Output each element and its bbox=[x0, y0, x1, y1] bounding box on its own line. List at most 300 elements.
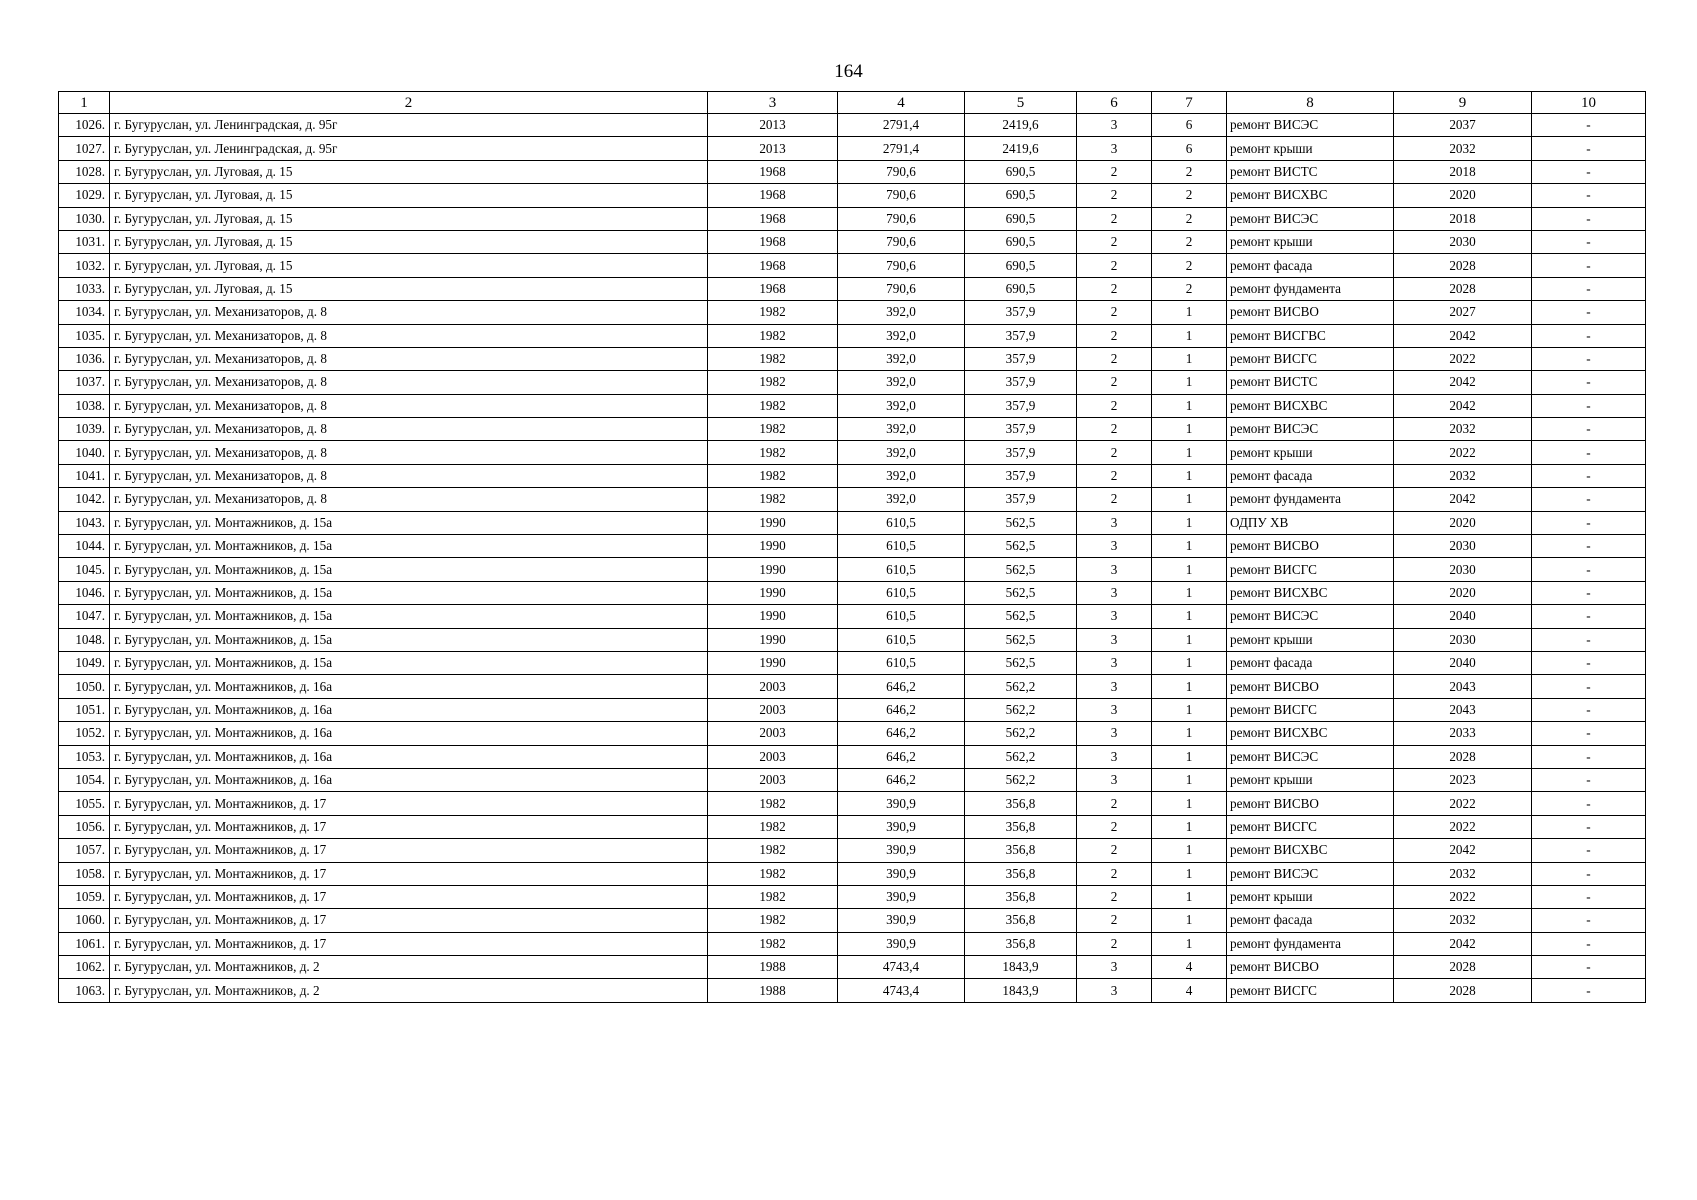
cell-work-type: ремонт фасада bbox=[1227, 464, 1394, 487]
cell-floors: 3 bbox=[1077, 558, 1152, 581]
cell-work-type: ремонт ВИСЭС bbox=[1227, 605, 1394, 628]
cell-row-number: 1036. bbox=[59, 347, 110, 370]
cell-living-area: 562,5 bbox=[965, 651, 1077, 674]
cell-row-number: 1047. bbox=[59, 605, 110, 628]
cell-year-built: 2013 bbox=[708, 137, 838, 160]
cell-entrances: 1 bbox=[1152, 418, 1227, 441]
cell-living-area: 690,5 bbox=[965, 160, 1077, 183]
cell-floors: 2 bbox=[1077, 347, 1152, 370]
cell-row-number: 1035. bbox=[59, 324, 110, 347]
table-row bbox=[59, 464, 1646, 487]
cell-address: г. Бугуруслан, ул. Монтажников, д. 15а bbox=[110, 581, 708, 604]
cell-entrances: 2 bbox=[1152, 230, 1227, 253]
cell-total-area: 646,2 bbox=[838, 675, 965, 698]
cell-floors: 2 bbox=[1077, 815, 1152, 838]
cell-row-number: 1030. bbox=[59, 207, 110, 230]
cell-floors: 3 bbox=[1077, 722, 1152, 745]
cell-work-type: ремонт ВИСВО bbox=[1227, 675, 1394, 698]
cell-total-area: 790,6 bbox=[838, 254, 965, 277]
cell-total-area: 390,9 bbox=[838, 815, 965, 838]
cell-entrances: 6 bbox=[1152, 114, 1227, 137]
cell-note: - bbox=[1532, 207, 1646, 230]
cell-year-built: 1982 bbox=[708, 932, 838, 955]
cell-living-area: 562,5 bbox=[965, 511, 1077, 534]
cell-row-number: 1043. bbox=[59, 511, 110, 534]
cell-year-built: 1988 bbox=[708, 956, 838, 979]
cell-year-built: 2003 bbox=[708, 745, 838, 768]
cell-floors: 2 bbox=[1077, 909, 1152, 932]
cell-row-number: 1032. bbox=[59, 254, 110, 277]
cell-note: - bbox=[1532, 792, 1646, 815]
cell-living-area: 356,8 bbox=[965, 909, 1077, 932]
cell-living-area: 357,9 bbox=[965, 488, 1077, 511]
cell-year-built: 1968 bbox=[708, 160, 838, 183]
cell-work-type: ремонт фундамента bbox=[1227, 932, 1394, 955]
cell-total-area: 390,9 bbox=[838, 909, 965, 932]
cell-entrances: 1 bbox=[1152, 488, 1227, 511]
cell-year-built: 1990 bbox=[708, 605, 838, 628]
column-header-entrances: 7 bbox=[1152, 92, 1227, 114]
cell-total-area: 390,9 bbox=[838, 885, 965, 908]
cell-address: г. Бугуруслан, ул. Механизаторов, д. 8 bbox=[110, 441, 708, 464]
cell-entrances: 1 bbox=[1152, 885, 1227, 908]
cell-planned-year: 2020 bbox=[1394, 511, 1532, 534]
cell-row-number: 1046. bbox=[59, 581, 110, 604]
cell-planned-year: 2037 bbox=[1394, 114, 1532, 137]
cell-planned-year: 2023 bbox=[1394, 768, 1532, 791]
cell-note: - bbox=[1532, 605, 1646, 628]
cell-row-number: 1062. bbox=[59, 956, 110, 979]
column-header-year-built: 3 bbox=[708, 92, 838, 114]
cell-year-built: 1982 bbox=[708, 862, 838, 885]
cell-year-built: 1982 bbox=[708, 488, 838, 511]
cell-total-area: 2791,4 bbox=[838, 137, 965, 160]
cell-row-number: 1038. bbox=[59, 394, 110, 417]
cell-address: г. Бугуруслан, ул. Ленинградская, д. 95г bbox=[110, 137, 708, 160]
cell-floors: 3 bbox=[1077, 535, 1152, 558]
cell-note: - bbox=[1532, 839, 1646, 862]
cell-total-area: 4743,4 bbox=[838, 956, 965, 979]
cell-living-area: 562,2 bbox=[965, 722, 1077, 745]
cell-living-area: 357,9 bbox=[965, 441, 1077, 464]
cell-year-built: 1982 bbox=[708, 792, 838, 815]
cell-planned-year: 2042 bbox=[1394, 371, 1532, 394]
cell-planned-year: 2022 bbox=[1394, 885, 1532, 908]
table-row bbox=[59, 418, 1646, 441]
column-header-floors: 6 bbox=[1077, 92, 1152, 114]
cell-address: г. Бугуруслан, ул. Луговая, д. 15 bbox=[110, 254, 708, 277]
table-row bbox=[59, 535, 1646, 558]
cell-entrances: 1 bbox=[1152, 768, 1227, 791]
cell-work-type: ремонт фасада bbox=[1227, 651, 1394, 674]
cell-row-number: 1055. bbox=[59, 792, 110, 815]
cell-total-area: 390,9 bbox=[838, 862, 965, 885]
cell-work-type: ремонт ВИСЭС bbox=[1227, 114, 1394, 137]
cell-address: г. Бугуруслан, ул. Монтажников, д. 15а bbox=[110, 628, 708, 651]
cell-planned-year: 2043 bbox=[1394, 675, 1532, 698]
cell-year-built: 1982 bbox=[708, 839, 838, 862]
cell-work-type: ремонт крыши bbox=[1227, 441, 1394, 464]
column-header-note: 10 bbox=[1532, 92, 1646, 114]
table-row bbox=[59, 347, 1646, 370]
cell-year-built: 1982 bbox=[708, 909, 838, 932]
cell-row-number: 1028. bbox=[59, 160, 110, 183]
cell-floors: 3 bbox=[1077, 698, 1152, 721]
cell-work-type: ремонт крыши bbox=[1227, 768, 1394, 791]
cell-living-area: 562,2 bbox=[965, 768, 1077, 791]
column-header-total-area: 4 bbox=[838, 92, 965, 114]
cell-row-number: 1054. bbox=[59, 768, 110, 791]
cell-floors: 3 bbox=[1077, 768, 1152, 791]
cell-work-type: ремонт ВИСГВС bbox=[1227, 324, 1394, 347]
cell-year-built: 2003 bbox=[708, 675, 838, 698]
cell-year-built: 1988 bbox=[708, 979, 838, 1002]
table-row bbox=[59, 160, 1646, 183]
cell-total-area: 790,6 bbox=[838, 207, 965, 230]
cell-year-built: 1982 bbox=[708, 815, 838, 838]
cell-living-area: 690,5 bbox=[965, 207, 1077, 230]
cell-planned-year: 2022 bbox=[1394, 815, 1532, 838]
cell-living-area: 356,8 bbox=[965, 792, 1077, 815]
cell-work-type: ремонт ВИСВО bbox=[1227, 535, 1394, 558]
table-row bbox=[59, 511, 1646, 534]
table-row bbox=[59, 675, 1646, 698]
cell-planned-year: 2030 bbox=[1394, 628, 1532, 651]
cell-living-area: 562,2 bbox=[965, 698, 1077, 721]
cell-living-area: 690,5 bbox=[965, 254, 1077, 277]
cell-floors: 3 bbox=[1077, 651, 1152, 674]
cell-note: - bbox=[1532, 254, 1646, 277]
repair-schedule-table bbox=[58, 91, 1646, 1003]
cell-work-type: ремонт фундамента bbox=[1227, 488, 1394, 511]
cell-living-area: 690,5 bbox=[965, 277, 1077, 300]
cell-entrances: 1 bbox=[1152, 371, 1227, 394]
cell-year-built: 1990 bbox=[708, 535, 838, 558]
table-row bbox=[59, 581, 1646, 604]
cell-floors: 3 bbox=[1077, 605, 1152, 628]
cell-living-area: 357,9 bbox=[965, 464, 1077, 487]
cell-living-area: 2419,6 bbox=[965, 137, 1077, 160]
table-row bbox=[59, 277, 1646, 300]
cell-note: - bbox=[1532, 909, 1646, 932]
cell-total-area: 392,0 bbox=[838, 347, 965, 370]
cell-entrances: 1 bbox=[1152, 675, 1227, 698]
cell-planned-year: 2042 bbox=[1394, 394, 1532, 417]
cell-living-area: 1843,9 bbox=[965, 956, 1077, 979]
cell-work-type: ремонт ВИСВО bbox=[1227, 792, 1394, 815]
cell-living-area: 562,2 bbox=[965, 745, 1077, 768]
table-body bbox=[59, 92, 1646, 1003]
cell-living-area: 562,5 bbox=[965, 628, 1077, 651]
cell-total-area: 392,0 bbox=[838, 464, 965, 487]
column-header-living-area: 5 bbox=[965, 92, 1077, 114]
cell-living-area: 562,5 bbox=[965, 605, 1077, 628]
cell-address: г. Бугуруслан, ул. Механизаторов, д. 8 bbox=[110, 301, 708, 324]
table-row bbox=[59, 885, 1646, 908]
cell-living-area: 562,5 bbox=[965, 535, 1077, 558]
column-header-address: 2 bbox=[110, 92, 708, 114]
cell-floors: 2 bbox=[1077, 301, 1152, 324]
cell-year-built: 1982 bbox=[708, 418, 838, 441]
cell-note: - bbox=[1532, 160, 1646, 183]
cell-work-type: ОДПУ ХВ bbox=[1227, 511, 1394, 534]
cell-total-area: 646,2 bbox=[838, 745, 965, 768]
cell-living-area: 562,5 bbox=[965, 558, 1077, 581]
cell-work-type: ремонт ВИСХВС bbox=[1227, 581, 1394, 604]
cell-total-area: 610,5 bbox=[838, 651, 965, 674]
cell-year-built: 1982 bbox=[708, 347, 838, 370]
cell-address: г. Бугуруслан, ул. Монтажников, д. 17 bbox=[110, 862, 708, 885]
cell-note: - bbox=[1532, 862, 1646, 885]
cell-total-area: 392,0 bbox=[838, 371, 965, 394]
cell-row-number: 1041. bbox=[59, 464, 110, 487]
cell-living-area: 356,8 bbox=[965, 839, 1077, 862]
cell-living-area: 690,5 bbox=[965, 184, 1077, 207]
cell-work-type: ремонт крыши bbox=[1227, 885, 1394, 908]
cell-address: г. Бугуруслан, ул. Монтажников, д. 17 bbox=[110, 792, 708, 815]
cell-total-area: 610,5 bbox=[838, 628, 965, 651]
cell-entrances: 2 bbox=[1152, 254, 1227, 277]
cell-row-number: 1059. bbox=[59, 885, 110, 908]
cell-address: г. Бугуруслан, ул. Механизаторов, д. 8 bbox=[110, 347, 708, 370]
cell-year-built: 1968 bbox=[708, 254, 838, 277]
cell-note: - bbox=[1532, 628, 1646, 651]
cell-floors: 2 bbox=[1077, 885, 1152, 908]
cell-year-built: 1990 bbox=[708, 581, 838, 604]
cell-address: г. Бугуруслан, ул. Луговая, д. 15 bbox=[110, 230, 708, 253]
cell-floors: 3 bbox=[1077, 956, 1152, 979]
cell-work-type: ремонт ВИСВО bbox=[1227, 956, 1394, 979]
cell-planned-year: 2030 bbox=[1394, 230, 1532, 253]
cell-planned-year: 2027 bbox=[1394, 301, 1532, 324]
cell-address: г. Бугуруслан, ул. Монтажников, д. 15а bbox=[110, 651, 708, 674]
cell-floors: 2 bbox=[1077, 394, 1152, 417]
cell-address: г. Бугуруслан, ул. Механизаторов, д. 8 bbox=[110, 418, 708, 441]
cell-note: - bbox=[1532, 722, 1646, 745]
cell-living-area: 562,5 bbox=[965, 581, 1077, 604]
cell-total-area: 646,2 bbox=[838, 768, 965, 791]
cell-work-type: ремонт ВИСХВС bbox=[1227, 722, 1394, 745]
cell-entrances: 2 bbox=[1152, 160, 1227, 183]
cell-entrances: 1 bbox=[1152, 581, 1227, 604]
cell-total-area: 646,2 bbox=[838, 698, 965, 721]
cell-note: - bbox=[1532, 347, 1646, 370]
table-row bbox=[59, 698, 1646, 721]
cell-address: г. Бугуруслан, ул. Луговая, д. 15 bbox=[110, 160, 708, 183]
cell-work-type: ремонт ВИСЭС bbox=[1227, 745, 1394, 768]
cell-row-number: 1063. bbox=[59, 979, 110, 1002]
cell-address: г. Бугуруслан, ул. Монтажников, д. 15а bbox=[110, 511, 708, 534]
cell-year-built: 1990 bbox=[708, 511, 838, 534]
table-row bbox=[59, 254, 1646, 277]
cell-entrances: 2 bbox=[1152, 277, 1227, 300]
cell-floors: 3 bbox=[1077, 511, 1152, 534]
cell-total-area: 610,5 bbox=[838, 511, 965, 534]
table-row bbox=[59, 909, 1646, 932]
cell-note: - bbox=[1532, 675, 1646, 698]
cell-work-type: ремонт ВИСХВС bbox=[1227, 184, 1394, 207]
cell-address: г. Бугуруслан, ул. Механизаторов, д. 8 bbox=[110, 371, 708, 394]
cell-living-area: 356,8 bbox=[965, 862, 1077, 885]
cell-entrances: 2 bbox=[1152, 184, 1227, 207]
cell-entrances: 1 bbox=[1152, 815, 1227, 838]
cell-planned-year: 2018 bbox=[1394, 160, 1532, 183]
cell-living-area: 356,8 bbox=[965, 885, 1077, 908]
table-row bbox=[59, 722, 1646, 745]
cell-address: г. Бугуруслан, ул. Монтажников, д. 15а bbox=[110, 558, 708, 581]
cell-note: - bbox=[1532, 184, 1646, 207]
cell-floors: 2 bbox=[1077, 207, 1152, 230]
cell-row-number: 1033. bbox=[59, 277, 110, 300]
cell-living-area: 357,9 bbox=[965, 301, 1077, 324]
table-row bbox=[59, 230, 1646, 253]
cell-floors: 2 bbox=[1077, 324, 1152, 347]
cell-note: - bbox=[1532, 698, 1646, 721]
cell-address: г. Бугуруслан, ул. Луговая, д. 15 bbox=[110, 207, 708, 230]
cell-work-type: ремонт ВИСЭС bbox=[1227, 862, 1394, 885]
cell-year-built: 2003 bbox=[708, 768, 838, 791]
cell-floors: 3 bbox=[1077, 628, 1152, 651]
cell-floors: 2 bbox=[1077, 464, 1152, 487]
cell-total-area: 790,6 bbox=[838, 230, 965, 253]
cell-entrances: 1 bbox=[1152, 324, 1227, 347]
cell-year-built: 2003 bbox=[708, 722, 838, 745]
cell-floors: 2 bbox=[1077, 254, 1152, 277]
cell-work-type: ремонт ВИСХВС bbox=[1227, 839, 1394, 862]
cell-planned-year: 2040 bbox=[1394, 651, 1532, 674]
cell-address: г. Бугуруслан, ул. Монтажников, д. 2 bbox=[110, 956, 708, 979]
cell-living-area: 356,8 bbox=[965, 815, 1077, 838]
cell-planned-year: 2028 bbox=[1394, 956, 1532, 979]
cell-note: - bbox=[1532, 885, 1646, 908]
column-header-planned-year: 9 bbox=[1394, 92, 1532, 114]
cell-note: - bbox=[1532, 230, 1646, 253]
cell-row-number: 1048. bbox=[59, 628, 110, 651]
cell-address: г. Бугуруслан, ул. Монтажников, д. 16а bbox=[110, 675, 708, 698]
cell-work-type: ремонт фундамента bbox=[1227, 277, 1394, 300]
cell-living-area: 2419,6 bbox=[965, 114, 1077, 137]
cell-entrances: 2 bbox=[1152, 207, 1227, 230]
cell-entrances: 1 bbox=[1152, 535, 1227, 558]
cell-floors: 3 bbox=[1077, 114, 1152, 137]
cell-row-number: 1027. bbox=[59, 137, 110, 160]
cell-entrances: 1 bbox=[1152, 441, 1227, 464]
table-row bbox=[59, 815, 1646, 838]
table-row bbox=[59, 792, 1646, 815]
cell-work-type: ремонт фасада bbox=[1227, 254, 1394, 277]
cell-year-built: 1968 bbox=[708, 207, 838, 230]
cell-row-number: 1052. bbox=[59, 722, 110, 745]
table-row bbox=[59, 979, 1646, 1002]
cell-work-type: ремонт ВИСГС bbox=[1227, 979, 1394, 1002]
cell-total-area: 392,0 bbox=[838, 324, 965, 347]
cell-note: - bbox=[1532, 745, 1646, 768]
cell-planned-year: 2022 bbox=[1394, 347, 1532, 370]
cell-work-type: ремонт ВИСГС bbox=[1227, 558, 1394, 581]
cell-note: - bbox=[1532, 511, 1646, 534]
cell-note: - bbox=[1532, 581, 1646, 604]
cell-year-built: 1982 bbox=[708, 441, 838, 464]
table-row bbox=[59, 558, 1646, 581]
cell-address: г. Бугуруслан, ул. Монтажников, д. 16а bbox=[110, 722, 708, 745]
cell-planned-year: 2022 bbox=[1394, 792, 1532, 815]
cell-entrances: 1 bbox=[1152, 558, 1227, 581]
cell-note: - bbox=[1532, 324, 1646, 347]
cell-year-built: 1982 bbox=[708, 464, 838, 487]
cell-row-number: 1056. bbox=[59, 815, 110, 838]
cell-total-area: 392,0 bbox=[838, 441, 965, 464]
column-header-work-type: 8 bbox=[1227, 92, 1394, 114]
cell-entrances: 6 bbox=[1152, 137, 1227, 160]
cell-note: - bbox=[1532, 418, 1646, 441]
column-header-row-number: 1 bbox=[59, 92, 110, 114]
cell-year-built: 1982 bbox=[708, 394, 838, 417]
table-row bbox=[59, 488, 1646, 511]
table-row bbox=[59, 324, 1646, 347]
cell-living-area: 690,5 bbox=[965, 230, 1077, 253]
cell-floors: 3 bbox=[1077, 675, 1152, 698]
table-row bbox=[59, 839, 1646, 862]
cell-address: г. Бугуруслан, ул. Механизаторов, д. 8 bbox=[110, 394, 708, 417]
cell-address: г. Бугуруслан, ул. Монтажников, д. 16а bbox=[110, 768, 708, 791]
cell-entrances: 1 bbox=[1152, 511, 1227, 534]
cell-note: - bbox=[1532, 488, 1646, 511]
cell-note: - bbox=[1532, 137, 1646, 160]
cell-planned-year: 2018 bbox=[1394, 207, 1532, 230]
cell-living-area: 357,9 bbox=[965, 371, 1077, 394]
cell-planned-year: 2043 bbox=[1394, 698, 1532, 721]
cell-row-number: 1058. bbox=[59, 862, 110, 885]
table-row bbox=[59, 605, 1646, 628]
cell-planned-year: 2042 bbox=[1394, 488, 1532, 511]
cell-address: г. Бугуруслан, ул. Механизаторов, д. 8 bbox=[110, 324, 708, 347]
cell-note: - bbox=[1532, 277, 1646, 300]
cell-address: г. Бугуруслан, ул. Монтажников, д. 15а bbox=[110, 535, 708, 558]
cell-floors: 2 bbox=[1077, 839, 1152, 862]
cell-work-type: ремонт крыши bbox=[1227, 230, 1394, 253]
cell-row-number: 1051. bbox=[59, 698, 110, 721]
cell-note: - bbox=[1532, 815, 1646, 838]
cell-address: г. Бугуруслан, ул. Монтажников, д. 17 bbox=[110, 815, 708, 838]
cell-planned-year: 2032 bbox=[1394, 418, 1532, 441]
cell-year-built: 1982 bbox=[708, 301, 838, 324]
cell-total-area: 392,0 bbox=[838, 418, 965, 441]
cell-living-area: 357,9 bbox=[965, 418, 1077, 441]
cell-row-number: 1061. bbox=[59, 932, 110, 955]
cell-living-area: 562,2 bbox=[965, 675, 1077, 698]
cell-floors: 3 bbox=[1077, 581, 1152, 604]
cell-entrances: 1 bbox=[1152, 745, 1227, 768]
cell-note: - bbox=[1532, 394, 1646, 417]
cell-work-type: ремонт ВИСТС bbox=[1227, 371, 1394, 394]
cell-note: - bbox=[1532, 558, 1646, 581]
cell-living-area: 356,8 bbox=[965, 932, 1077, 955]
table-row bbox=[59, 114, 1646, 137]
cell-row-number: 1039. bbox=[59, 418, 110, 441]
cell-address: г. Бугуруслан, ул. Монтажников, д. 17 bbox=[110, 909, 708, 932]
cell-floors: 2 bbox=[1077, 441, 1152, 464]
cell-floors: 2 bbox=[1077, 184, 1152, 207]
cell-note: - bbox=[1532, 932, 1646, 955]
cell-planned-year: 2040 bbox=[1394, 605, 1532, 628]
cell-row-number: 1050. bbox=[59, 675, 110, 698]
cell-floors: 2 bbox=[1077, 371, 1152, 394]
cell-floors: 2 bbox=[1077, 230, 1152, 253]
cell-year-built: 1968 bbox=[708, 277, 838, 300]
cell-address: г. Бугуруслан, ул. Ленинградская, д. 95г bbox=[110, 114, 708, 137]
cell-work-type: ремонт ВИСГС bbox=[1227, 698, 1394, 721]
cell-total-area: 610,5 bbox=[838, 581, 965, 604]
